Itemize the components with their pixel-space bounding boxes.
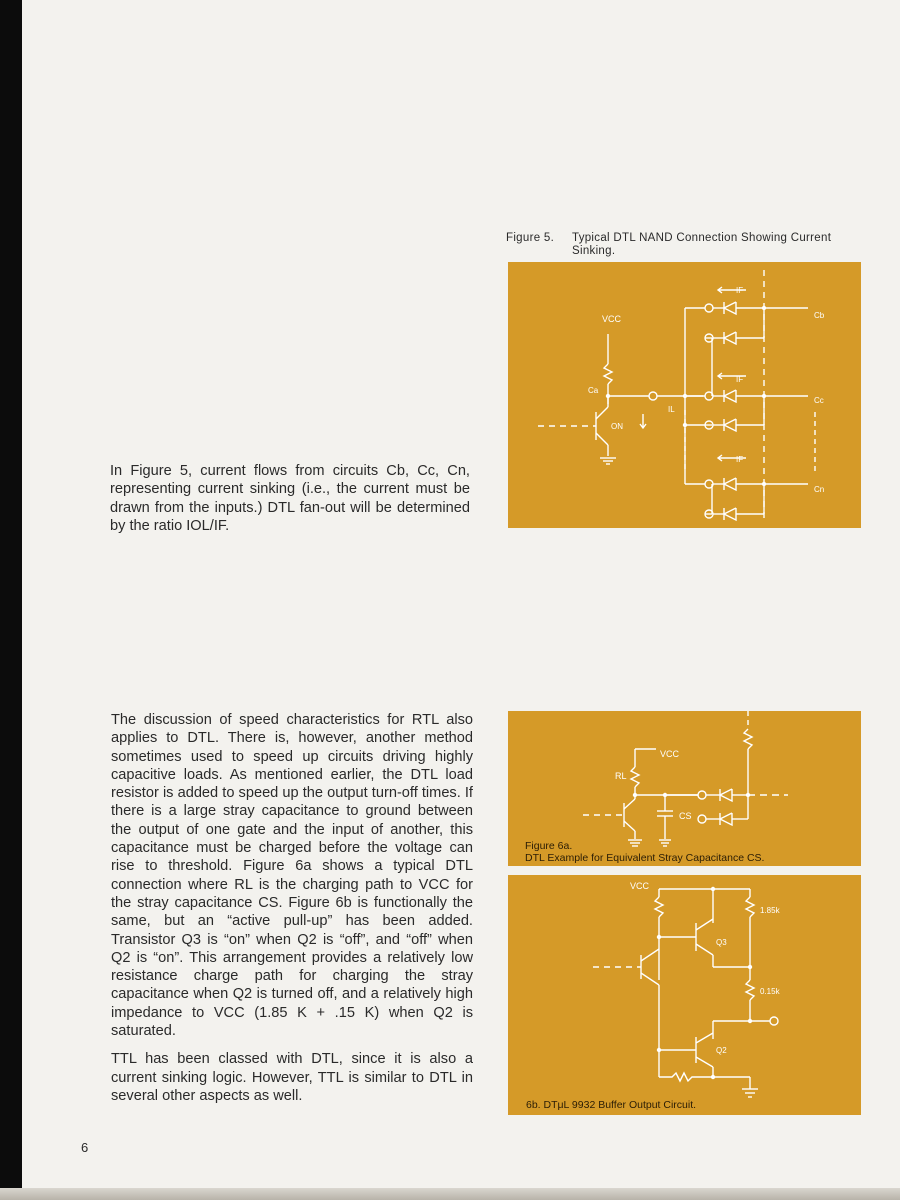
figure-6a-caption <box>525 840 764 864</box>
if-label-2: IF <box>736 375 744 384</box>
cc-label: Cc <box>814 396 824 405</box>
figure-6a-title: DTL Example for Equivalent Stray Capacitance CS. <box>525 852 765 864</box>
rl-label: RL <box>615 771 627 781</box>
figure-6a-number: Figure 6a. <box>525 840 573 852</box>
figure-5-title-line1: Typical DTL NAND Connection Showing Current <box>572 232 832 244</box>
on-label: ON <box>611 422 623 431</box>
q2-label: Q2 <box>716 1046 727 1055</box>
il-label: IL <box>668 405 675 414</box>
paragraph-1: In Figure 5, current flows from circuits Cb, Cc, Cn, representing current sinking (i.e., the current must be drawn from the inputs.) DTL fan-out will be determined by the ratio IOL/IF. <box>110 463 470 534</box>
paragraph-figure6 <box>111 711 473 1115</box>
cs-label: CS <box>679 811 692 821</box>
paragraph-2: The discussion of speed characteristics for RTL also applies to DTL. There is, however, another method sometimes used to speed up circuits driving highly capacitive loads. As mentioned earlier, the DTL load resistor is added to speed up the output turn-off times. If there is a large stray capacitance to ground between the output of one gate and the input of another, this capacitance must be charged before the voltage can rise to threshold. Figure 6a shows a typical DTL connection where RL is the charging path to VCC for the stray capacitance CS. Figure 6b is functionally the same, but an “active pull-up” has been added. Transistor Q3 is “on” when Q2 is “off”, and “off” when Q2 is “on”. This arrangement provides a relatively low resistance charge path for charging the stray capacitance when Q2 is turned off, and a relatively high impedance to VCC (1.85 K + .15 K) when Q2 is saturated. <box>111 712 473 1040</box>
r1-label: 1.85k <box>760 906 780 915</box>
figure-6b-schematic <box>508 875 861 1115</box>
page-bottom-edge <box>0 1188 900 1200</box>
figure-5-schematic <box>508 262 861 528</box>
figure-6a-panel <box>508 711 861 866</box>
paragraph-3: TTL has been classed with DTL, since it is also a current sinking logic. However, TTL is similar to DTL in several other aspects as well. <box>111 1051 473 1104</box>
figure-5-caption <box>506 232 866 258</box>
page-number: 6 <box>81 1140 89 1155</box>
figure-5-title-line2: Sinking. <box>572 245 616 257</box>
figure-6b-panel <box>508 875 861 1115</box>
if-label-1: IF <box>736 286 744 295</box>
figure-5-panel <box>508 262 861 528</box>
figure-5-number: Figure 5. <box>506 232 555 244</box>
if-label-3: IF <box>736 455 744 464</box>
ca-label: Ca <box>588 386 599 395</box>
cb-label: Cb <box>814 311 825 320</box>
cn-label: Cn <box>814 485 825 494</box>
figure-6b-caption: 6b. DTμL 9932 Buffer Output Circuit. <box>526 1099 697 1111</box>
q3-label: Q3 <box>716 938 727 947</box>
paragraph-figure5 <box>110 462 470 545</box>
r2-label: 0.15k <box>760 987 780 996</box>
vcc-label: VCC <box>660 749 680 759</box>
vcc-label: VCC <box>602 314 622 324</box>
vcc-label: VCC <box>630 881 650 891</box>
